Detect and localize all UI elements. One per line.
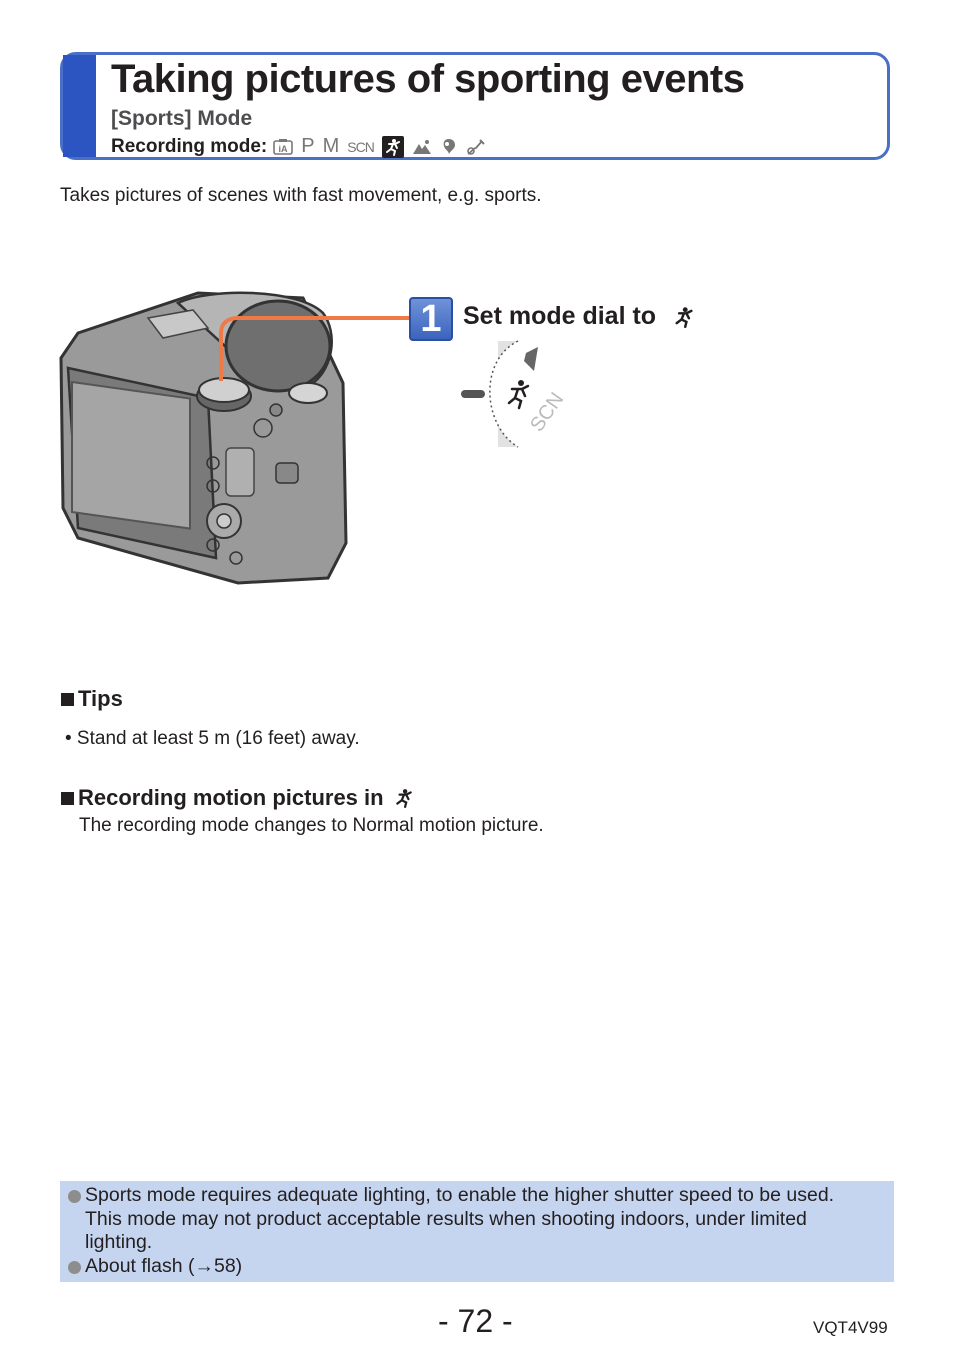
svg-text:iA: iA bbox=[278, 143, 288, 154]
sports-mode-icon bbox=[382, 136, 404, 158]
intro-text: Takes pictures of scenes with fast movement, e.g. sports. bbox=[60, 185, 542, 206]
mode-dial-illustration bbox=[458, 341, 569, 447]
tip-item: • Stand at least 5 m (16 feet) away. bbox=[65, 728, 360, 749]
scenery-mode-icon bbox=[412, 139, 432, 155]
note-text: Sports mode requires adequate lighting, to enable the higher shutter speed to be used. This mode may not product acceptable results when shooting indoors, under limited lighting. bbox=[85, 1184, 835, 1253]
note-item bbox=[68, 1184, 864, 1255]
manual-mode-icon: M bbox=[322, 135, 340, 157]
bullet-dot-icon bbox=[68, 1190, 81, 1203]
intelligent-auto-icon bbox=[273, 138, 293, 156]
program-mode-icon: P bbox=[301, 135, 315, 157]
document-code: VQT4V99 bbox=[813, 1318, 888, 1337]
bullet-dot-icon bbox=[68, 1261, 81, 1274]
sports-icon bbox=[673, 305, 695, 329]
camera-illustration bbox=[58, 288, 358, 588]
flash-reference-link[interactable]: About flash (→58) bbox=[85, 1254, 243, 1277]
scn-dial-label: SCN bbox=[526, 388, 569, 436]
scene-mode-icon: SCN bbox=[347, 138, 374, 155]
notes-box bbox=[60, 1181, 894, 1282]
portrait-mode-icon bbox=[440, 138, 458, 156]
sports-icon bbox=[394, 786, 414, 810]
recording-modes bbox=[111, 135, 494, 158]
creative-control-icon bbox=[466, 138, 486, 156]
step-instruction: Set mode dial to bbox=[463, 302, 657, 330]
recording-mode-label: Recording mode: bbox=[111, 135, 268, 157]
page-header bbox=[60, 52, 890, 160]
page-title: Taking pictures of sporting events bbox=[111, 57, 745, 101]
motion-picture-heading bbox=[61, 785, 414, 811]
page-subtitle: [Sports] Mode bbox=[111, 107, 253, 130]
motion-picture-text: The recording mode changes to Normal motion picture. bbox=[79, 815, 544, 836]
page-number: - 72 - bbox=[438, 1303, 513, 1339]
step-number-badge: 1 bbox=[409, 297, 453, 341]
header-accent-bar bbox=[63, 55, 96, 157]
motion-picture-heading-text: Recording motion pictures in bbox=[78, 785, 384, 810]
tips-heading bbox=[61, 686, 123, 712]
tips-heading-text: Tips bbox=[78, 686, 123, 711]
note-item bbox=[68, 1255, 864, 1279]
square-bullet-icon bbox=[61, 693, 74, 706]
square-bullet-icon bbox=[61, 792, 74, 805]
